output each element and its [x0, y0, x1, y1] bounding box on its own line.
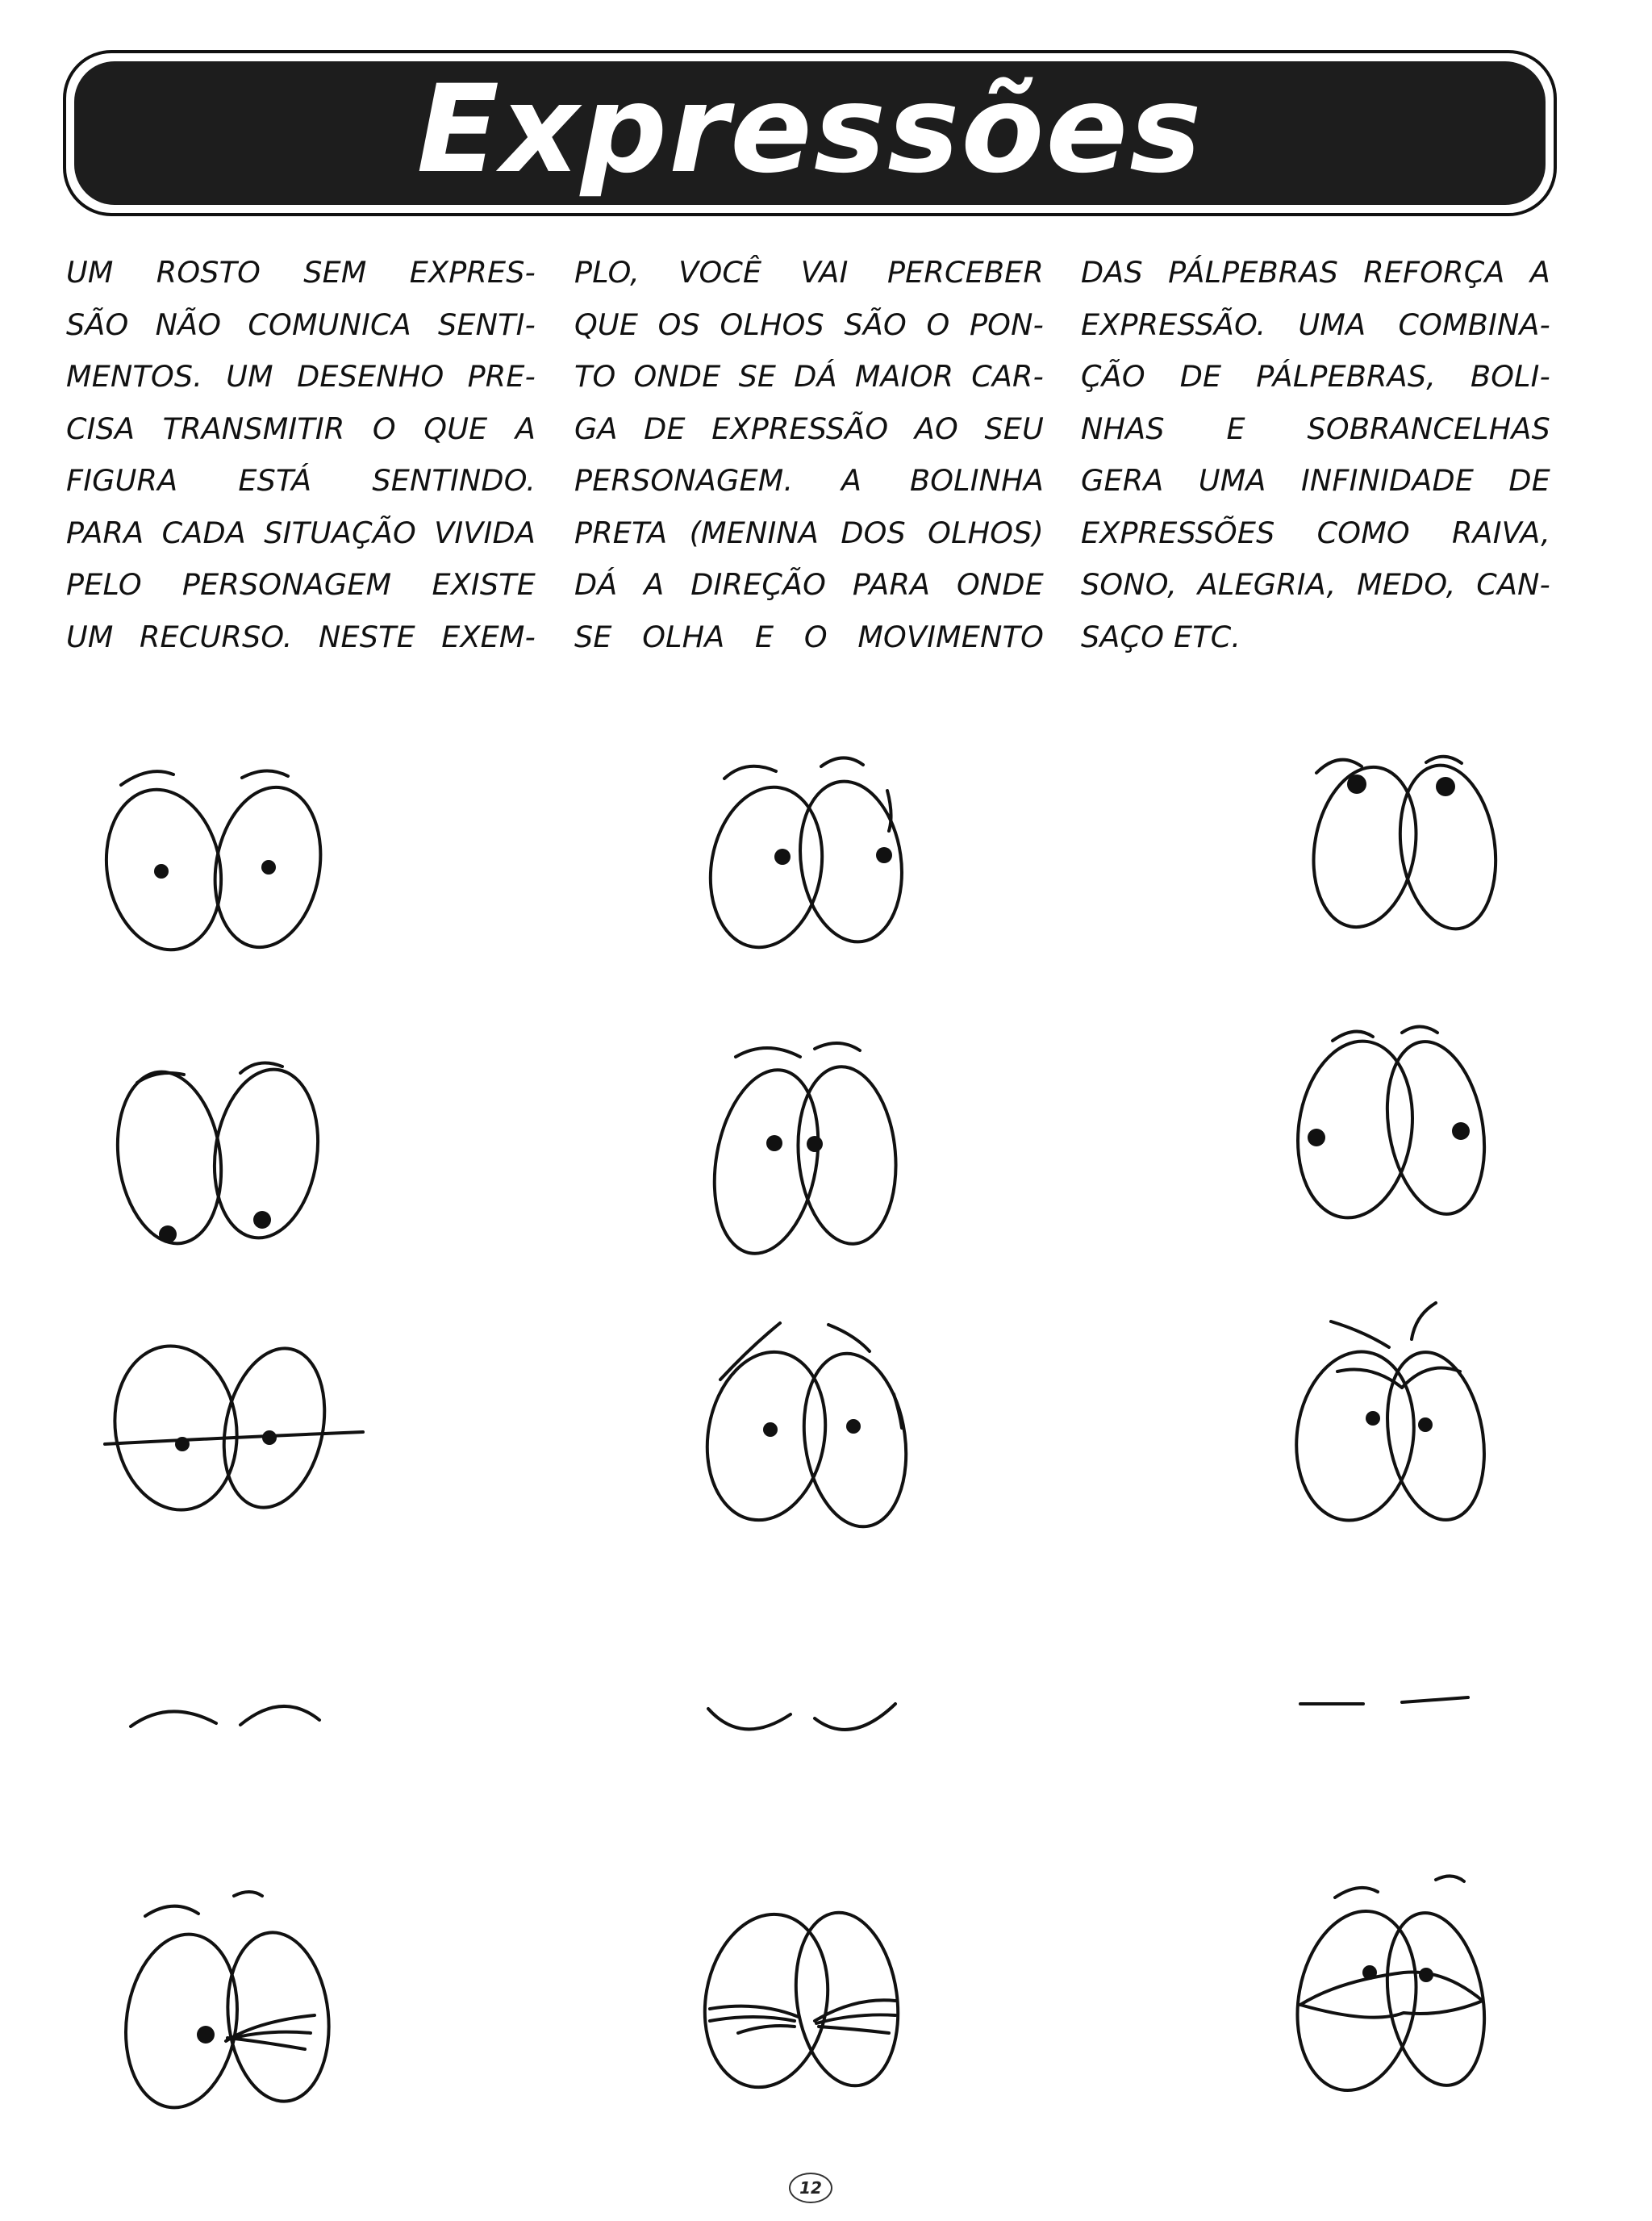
- text-line: PARA CADA SITUAÇÃO VIVIDA: [66, 515, 536, 550]
- eyes-looking-right-drawing: [699, 758, 912, 956]
- text-line: NHAS E SOBRANCELHAS: [1081, 411, 1550, 446]
- text-line: PELO PERSONAGEM EXISTE: [66, 567, 536, 602]
- text-line: TO ONDE SE DÁ MAIOR CAR-: [574, 359, 1044, 394]
- text-line: GA DE EXPRESSÃO AO SEU: [574, 411, 1044, 446]
- eyelids-closed-flat-drawing: [1300, 1697, 1468, 1704]
- text-line: GERA UMA INFINIDADE DE: [1081, 463, 1550, 498]
- eyelids-closed-arched-drawing: [131, 1706, 319, 1726]
- eyes-winking-drawing: [115, 1892, 337, 2115]
- text-line: PERSONAGEM. A BOLINHA: [574, 463, 1044, 498]
- text-line: FIGURA ESTÁ SENTINDO.: [66, 463, 536, 498]
- page-title: Expressões: [416, 60, 1204, 200]
- text-line: PLO, VOCÊ VAI PERCEBER: [574, 255, 1044, 290]
- eyes-sleepy-drawing: [105, 1338, 363, 1518]
- eyes-looking-sideways-drawing: [1287, 1027, 1497, 1225]
- eyes-worried-drawing: [695, 1323, 917, 1534]
- text-line: SÃO NÃO COMUNICA SENTI-: [66, 307, 536, 342]
- eyes-tired-drawing: [1284, 1876, 1497, 2099]
- eyes-cross-eyed-drawing: [701, 1043, 903, 1262]
- eyes-looking-up-drawing: [1302, 757, 1506, 936]
- text-line: MENTOS. UM DESENHO PRE-: [66, 359, 536, 394]
- text-line: ÇÃO DE PÁLPEBRAS, BOLI-: [1081, 359, 1550, 394]
- text-line: PRETA (MENINA DOS OLHOS): [574, 515, 1044, 550]
- eyes-neutral-drawing: [94, 770, 333, 958]
- text-line: UM ROSTO SEM EXPRES-: [66, 255, 536, 290]
- eyelids-closed-smiling-drawing: [708, 1704, 895, 1730]
- eyes-squinting-drawing: [691, 1905, 908, 2098]
- page-number: 12: [789, 2173, 832, 2203]
- text-line: CISA TRANSMITIR O QUE A: [66, 411, 536, 446]
- text-line: SE OLHA E O MOVIMENTO: [574, 619, 1044, 654]
- eyes-angry-drawing: [1286, 1303, 1496, 1528]
- text-line: UM RECURSO. NESTE EXEM-: [66, 619, 536, 654]
- text-line: DÁ A DIREÇÃO PARA ONDE: [574, 567, 1044, 602]
- text-line: DAS PÁLPEBRAS REFORÇA A: [1081, 255, 1550, 290]
- text-line: SONO, ALEGRIA, MEDO, CAN-: [1081, 567, 1550, 602]
- text-line: SAÇO ETC.: [1081, 619, 1241, 654]
- text-line: EXPRESSÃO. UMA COMBINA-: [1081, 307, 1550, 342]
- text-line: EXPRESSÕES COMO RAIVA,: [1081, 515, 1550, 550]
- text-line: QUE OS OLHOS SÃO O PON-: [574, 307, 1044, 342]
- eyes-looking-down-drawing: [107, 1062, 328, 1250]
